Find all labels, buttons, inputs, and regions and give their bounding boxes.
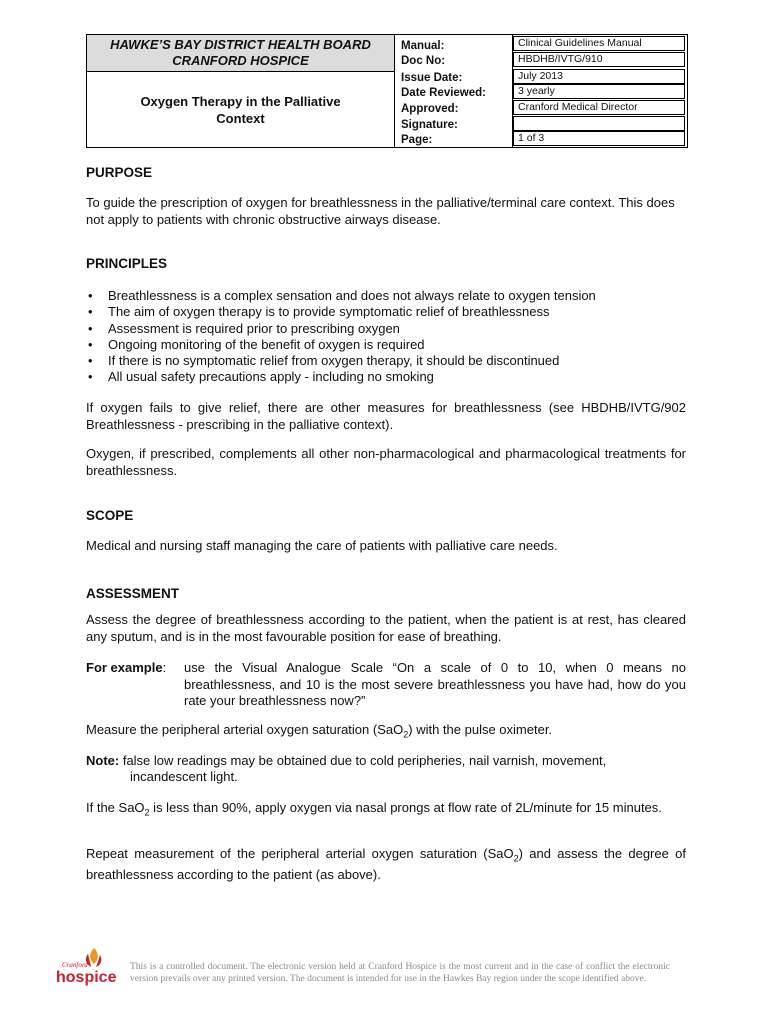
field-value-manual: Clinical Guidelines Manual <box>513 36 685 51</box>
example-label: For example: <box>86 660 167 675</box>
example-text: use the Visual Analogue Scale “On a scale of 0 to 10, when 0 means no breathlessness, and 10 is the most severe breathlessness you have had, how do you rate your breathlessness now?” <box>184 660 686 708</box>
section-heading-purpose: PURPOSE <box>86 165 153 180</box>
bullet-glyph: • <box>88 353 93 369</box>
logo-small-text: Cranford <box>62 961 88 969</box>
document-header-table <box>86 34 688 148</box>
field-value-approved: Cranford Medical Director <box>513 100 685 115</box>
note-paragraph-continuation: incandescent light. <box>130 769 238 784</box>
header-left-column <box>87 35 395 147</box>
header-field-values <box>513 35 687 147</box>
list-item: • Ongoing monitoring of the benefit of oxygen is required <box>88 336 425 352</box>
logo-main-text: hospice <box>56 969 117 986</box>
field-value-date-reviewed: 3 yearly <box>513 84 685 99</box>
repeat-measurement-paragraph: Repeat measurement of the peripheral arterial oxygen saturation (SaO$_2$) and assess the degree of breathlessness according to the patient (as above). <box>86 846 686 883</box>
bullet-glyph: • <box>88 288 93 303</box>
principles-list <box>86 288 686 386</box>
list-item: • If there is no symptomatic relief from oxygen therapy, it should be discontinued <box>88 353 560 369</box>
title-line-2: Context <box>216 111 265 126</box>
field-value-doc-no: HBDHB/IVTG/910 <box>513 52 685 67</box>
note-label: Note: <box>86 753 120 768</box>
section-heading-assessment: ASSESSMENT <box>86 586 180 601</box>
hospice-flame-icon <box>54 946 118 996</box>
list-item: • Breathlessness is a complex sensation and does not always relate to oxygen tension <box>88 288 596 303</box>
bullet-glyph: • <box>88 320 93 336</box>
cranford-hospice-logo <box>54 946 118 996</box>
list-item: • Assessment is required prior to prescribing oxygen <box>88 320 400 336</box>
field-label-page: Page: <box>401 134 433 146</box>
principles-relief-paragraph: If oxygen fails to give relief, there are other measures for breathlessness (see HBDHB/IVTG/902 Breathlessness - prescribing in the palliative context). <box>86 400 686 432</box>
field-label-doc-no: Doc No: <box>401 55 446 67</box>
bullet-glyph: • <box>88 304 93 320</box>
document-title <box>87 72 394 148</box>
field-value-signature <box>513 116 685 131</box>
org-line-1: HAWKE’S BAY DISTRICT HEALTH BOARD <box>110 37 371 52</box>
bullet-glyph: • <box>88 336 93 352</box>
assessment-intro-paragraph: Assess the degree of breathlessness according to the patient, when the patient is at rest, has cleared any sputum, and is in the most favourable position for ease of breathing. <box>86 612 686 644</box>
scope-text: Medical and nursing staff managing the care of patients with palliative care needs. <box>86 538 558 553</box>
organization-name <box>87 35 394 72</box>
header-field-labels <box>395 35 513 147</box>
list-item: • All usual safety precautions apply - including no smoking <box>88 369 434 385</box>
bullet-glyph: • <box>88 369 93 385</box>
section-heading-principles: PRINCIPLES <box>86 256 168 271</box>
field-label-issue-date: Issue Date: <box>401 72 463 84</box>
list-item: • The aim of oxygen therapy is to provide symptomatic relief of breathlessness <box>88 304 550 320</box>
field-label-manual: Manual: <box>401 40 445 52</box>
purpose-text: To guide the prescription of oxygen for breathlessness in the palliative/terminal care context. This does not apply to patients with chronic obstructive airways disease. <box>86 195 675 227</box>
field-value-page: 1 of 3 <box>513 131 685 146</box>
field-label-signature: Signature: <box>401 119 458 131</box>
measure-paragraph: Measure the peripheral arterial oxygen saturation (SaO$_2$) with the pulse oximeter. <box>86 722 553 740</box>
principles-complements-paragraph: Oxygen, if prescribed, complements all other non-pharmacological and pharmacological treatments for breathlessness. <box>86 446 686 478</box>
section-heading-scope: SCOPE <box>86 508 134 523</box>
saturation-threshold-paragraph: If the SaO$_2$ is less than 90%, apply oxygen via nasal prongs at flow rate of 2L/minute for 15 minutes. <box>86 800 662 818</box>
field-value-issue-date: July 2013 <box>513 69 685 84</box>
org-line-2: CRANFORD HOSPICE <box>172 53 309 68</box>
field-label-approved: Approved: <box>401 103 459 115</box>
title-line-1: Oxygen Therapy in the Palliative <box>140 94 341 109</box>
controlled-document-notice: This is a controlled document. The electronic version held at Cranford Hospice is the most current and in the case of conflict the electronic version prevails over any printed version. The document is intended for use in the Hawkes Bay region under the scope identified above. <box>130 962 670 984</box>
note-paragraph: Note: false low readings may be obtained due to cold peripheries, nail varnish, movement, <box>86 753 607 768</box>
field-label-date-reviewed: Date Reviewed: <box>401 87 487 99</box>
